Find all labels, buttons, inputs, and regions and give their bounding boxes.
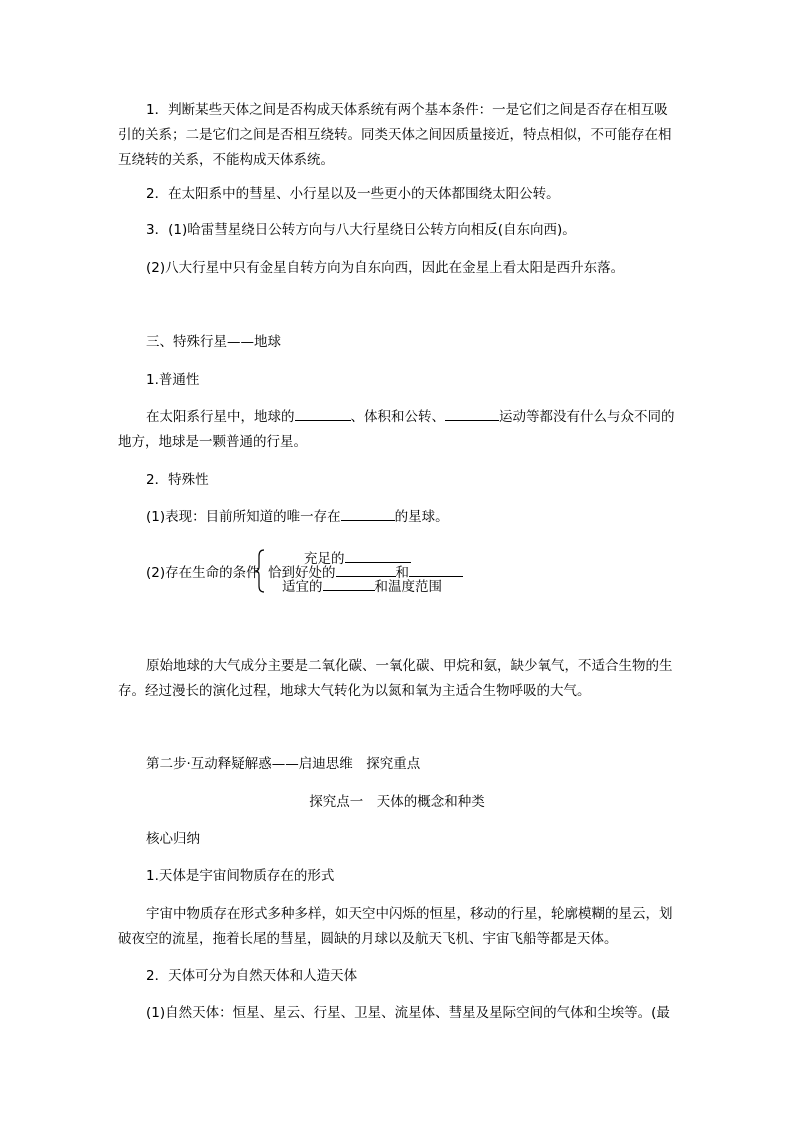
- specialness-expression: [118, 505, 680, 530]
- generality-text-c: 运动等都没有什么与众不同的地方，地球是一颗普通的行星。: [118, 409, 675, 450]
- item-1-heading: 1.天体是宇宙间物质存在的形式: [146, 868, 335, 884]
- fill-blank[interactable]: [341, 506, 395, 521]
- condition-2: 恰到好处的 和: [268, 562, 463, 580]
- explore-point-title: 探究点一 天体的概念和种类: [309, 794, 485, 810]
- generality-text: [118, 405, 680, 455]
- fill-blank[interactable]: [336, 562, 396, 577]
- section-heading: 三、特殊行星——地球: [146, 334, 281, 350]
- expression-text-a: (1)表现：目前所知道的唯一存在: [146, 509, 341, 525]
- paragraph-3: 3．(1)哈雷彗星绕日公转方向与八大行星绕日公转方向相反(自东向西)。: [146, 222, 576, 238]
- paragraph-2: 2．在太阳系中的彗星、小行星以及一些更小的天体都围绕太阳公转。: [146, 186, 560, 202]
- expression-text-b: 的星球。: [394, 509, 449, 525]
- fill-blank[interactable]: [445, 406, 499, 421]
- life-conditions-block: [146, 548, 486, 594]
- step2-heading: 第二步·互动释疑解惑——启迪思维 探究重点: [146, 756, 421, 772]
- item-2-1-text: (1)自然天体：恒星、星云、行星、卫星、流星体、彗星及星际空间的气体和尘埃等。(最: [146, 1005, 670, 1021]
- life-conditions-label: (2)存在生命的条件: [146, 565, 260, 581]
- fill-blank[interactable]: [409, 562, 463, 577]
- paragraph-1: 1．判断某些天体之间是否构成天体系统有两个基本条件：一是它们之间是否存在相互吸引的关系；二是它们之间是否相互绕转。同类天体之间因质量接近，特点相似，不可能存在相互绕转的关系，不能构成天体系统。: [118, 102, 672, 168]
- paragraph-4: (2)八大行星中只有金星自转方向为自东向西，因此在金星上看太阳是西升东落。: [146, 260, 625, 276]
- fill-blank[interactable]: [295, 406, 351, 421]
- condition-1: 充足的: [304, 548, 411, 566]
- generality-text-a: 在太阳系行星中，地球的: [146, 409, 295, 425]
- core-summary-label: 核心归纳: [146, 831, 200, 847]
- subheading-generality: 1.普通性: [146, 372, 200, 388]
- condition-3: 适宜的 和温度范围: [282, 576, 442, 594]
- atmosphere-paragraph: 原始地球的大气成分主要是二氧化碳、一氧化碳、甲烷和氨，缺少氧气，不适合生物的生存。经过漫长的演化过程，地球大气转化为以氮和氧为主适合生物呼吸的大气。: [118, 658, 673, 699]
- generality-text-b: 、体积和公转、: [350, 409, 445, 425]
- fill-blank[interactable]: [323, 576, 375, 591]
- fill-blank[interactable]: [345, 548, 411, 563]
- item-1-text: 宇宙中物质存在形式多种多样，如天空中闪烁的恒星，移动的行星，轮廓模糊的星云，划破夜空的流星，拖着长尾的彗星，圆缺的月球以及航天飞机、宇宙飞船等都是天体。: [118, 906, 673, 947]
- item-2-heading: 2．天体可分为自然天体和人造天体: [146, 968, 358, 984]
- left-brace-icon: [254, 548, 266, 594]
- subheading-specialness: 2．特殊性: [146, 472, 209, 488]
